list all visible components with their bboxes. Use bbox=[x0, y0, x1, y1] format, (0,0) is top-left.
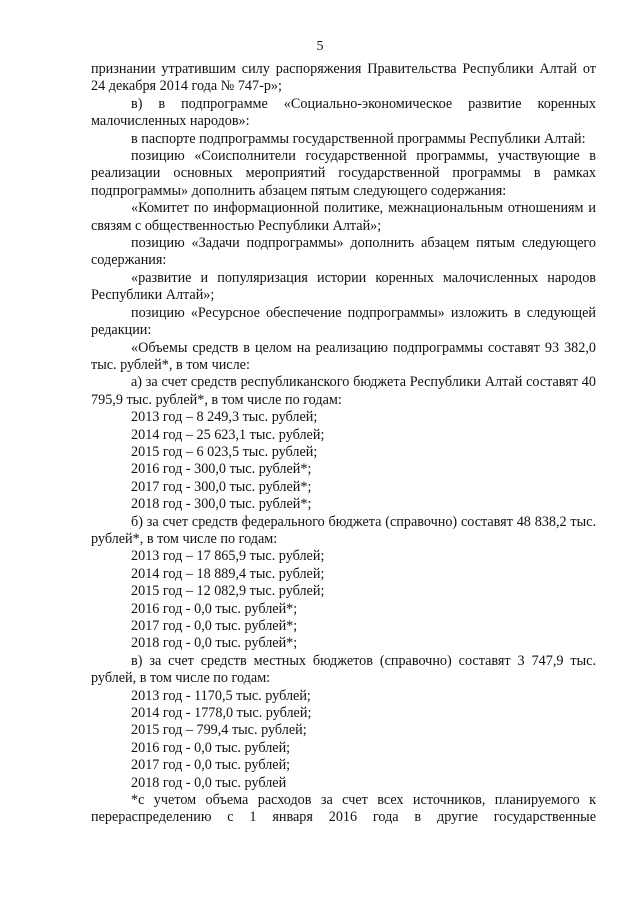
paragraph: позицию «Ресурсное обеспечение подпрограммы» изложить в следующей редакции: bbox=[91, 304, 596, 339]
republic-budget-years bbox=[91, 409, 596, 513]
year-line: 2013 год – 8 249,3 тыс. рублей; bbox=[131, 409, 318, 426]
local-budget-paragraph: в) за счет средств местных бюджетов (справочно) составят 3 747,9 тыс. рублей, в том числе по годам: bbox=[91, 652, 596, 687]
year-line: 2016 год - 300,0 тыс. рублей*; bbox=[131, 461, 312, 478]
year-line: 2016 год - 0,0 тыс. рублей; bbox=[131, 739, 291, 756]
year-line: 2018 год - 0,0 тыс. рублей*; bbox=[131, 635, 298, 652]
year-line: 2014 год – 18 889,4 тыс. рублей; bbox=[131, 565, 325, 582]
page-number: 5 bbox=[316, 39, 324, 54]
paragraph: в паспорте подпрограммы государственной программы Республики Алтай: bbox=[131, 130, 586, 147]
paragraph: позицию «Задачи подпрограммы» дополнить абзацем пятым следующего содержания: bbox=[91, 235, 596, 269]
federal-budget-paragraph: б) за счет средств федерального бюджета (справочно) составят 48 838,2 тыс. рублей*, в том числе по годам: bbox=[91, 513, 596, 547]
year-line: 2016 год - 0,0 тыс. рублей*; bbox=[131, 600, 298, 617]
year-line: 2018 год - 0,0 тыс. рублей bbox=[131, 774, 287, 791]
footnote-line: *с учетом объема расходов за счет всех источников, планируемого к bbox=[131, 792, 596, 809]
year-line: 2014 год - 1778,0 тыс. рублей; bbox=[131, 705, 312, 722]
year-line: 2015 год – 6 023,5 тыс. рублей; bbox=[131, 443, 318, 460]
paragraph: а) за счет средств республиканского бюджета Республики Алтай составят 40 795,9 тыс. рублей*, в том числе по годам: bbox=[91, 374, 596, 408]
year-line: 2018 год - 300,0 тыс. рублей*; bbox=[131, 496, 312, 513]
document-body bbox=[91, 61, 596, 827]
paragraph: позицию «Соисполнители государственной программы, участвующие в реализации основных мероприятий государственной программы в рамках подпрограммы» дополнить абзацем пятым следующего содержания: bbox=[91, 148, 596, 199]
year-line: 2013 год - 1170,5 тыс. рублей; bbox=[131, 687, 311, 704]
year-line: 2017 год - 300,0 тыс. рублей*; bbox=[131, 478, 312, 495]
year-line: 2013 год – 17 865,9 тыс. рублей; bbox=[131, 548, 325, 565]
year-line: 2015 год – 799,4 тыс. рублей; bbox=[131, 722, 307, 739]
year-line: 2015 год – 12 082,9 тыс. рублей; bbox=[131, 583, 325, 600]
year-line: 2017 год - 0,0 тыс. рублей*; bbox=[131, 618, 298, 634]
local-budget-years bbox=[91, 688, 596, 792]
year-line: 2014 год – 25 623,1 тыс. рублей; bbox=[131, 426, 325, 443]
year-line: 2017 год - 0,0 тыс. рублей; bbox=[131, 757, 291, 774]
paragraph: признании утратившим силу распоряжения Правительства Республики Алтай от 24 декабря 2014 года № 747-р»; bbox=[91, 61, 596, 95]
federal-budget-years bbox=[91, 548, 596, 652]
paragraph: «Объемы средств в целом на реализацию подпрограммы составят 93 382,0 тыс. рублей*, в том числе: bbox=[91, 339, 596, 373]
footnote-line: перераспределению с 1 января 2016 года в другие государственные bbox=[91, 809, 596, 826]
paragraph: в) в подпрограмме «Социально-экономическое развитие коренных малочисленных народов»: bbox=[91, 95, 596, 130]
paragraph: «Комитет по информационной политике, межнациональным отношениям и связям с общественностью Республики Алтай»; bbox=[91, 200, 596, 234]
paragraph: «развитие и популяризация истории коренных малочисленных народов Республики Алтай»; bbox=[91, 269, 596, 304]
